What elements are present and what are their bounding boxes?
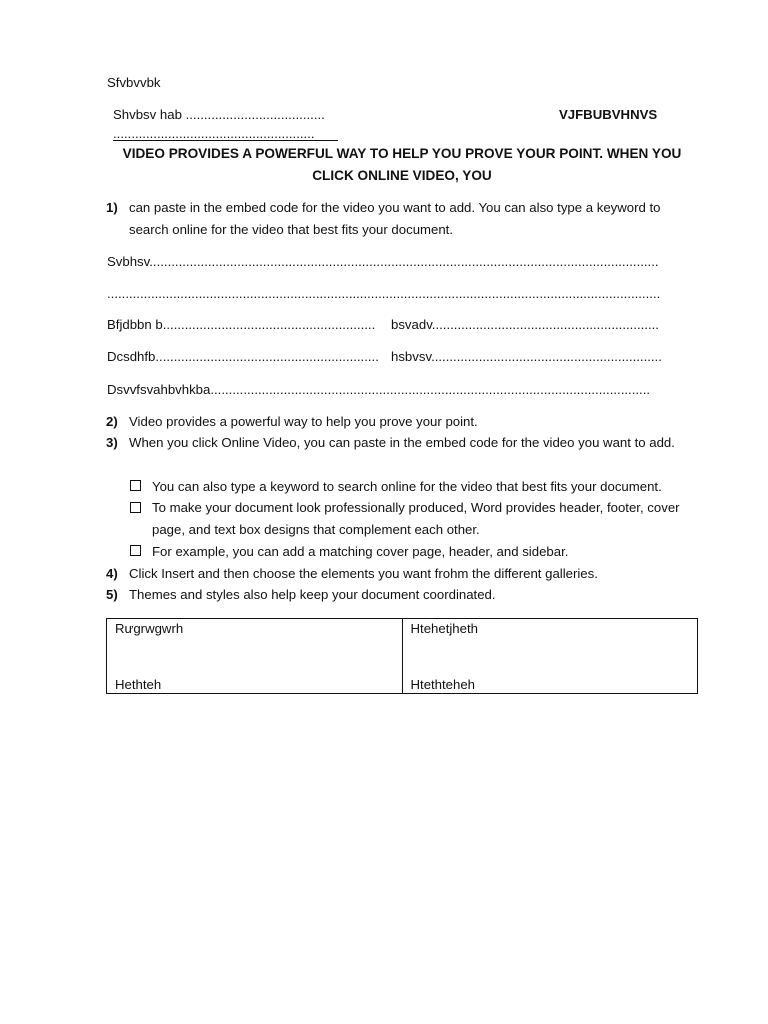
item-text: Click Insert and then choose the elements you want frohm the different galleries.: [129, 566, 598, 581]
checkbox-icon: [130, 545, 141, 556]
item-number: 4): [106, 566, 118, 581]
cell-bottom-text: Hethteh: [115, 677, 162, 692]
table-cell: [402, 619, 698, 694]
field-line: Dsvvfsvahbvhkba........................................................................................................................: [107, 382, 651, 397]
field-line-left: Dcsdhfb.............................................................: [107, 349, 379, 364]
item-number: 3): [106, 435, 118, 450]
field-line: Svbhsv...........................................................................................................................................: [107, 254, 659, 269]
field-line: .......................................................................................................................................................: [107, 286, 661, 301]
item-number: 5): [106, 587, 118, 602]
item-text: Video provides a powerful way to help you prove your point.: [129, 414, 478, 429]
table-cell: [107, 619, 403, 694]
item-number: 2): [106, 414, 118, 429]
student-name: Sfvbvvbk: [107, 75, 161, 90]
document-code: VJFBUBVHNVS: [559, 107, 658, 122]
field-line-right: bsvadv..............................................................: [391, 317, 659, 332]
bullet-text: To make your document look professionally produced, Word provides header, footer, cover page, and text box designs that complement each other.: [152, 500, 680, 537]
cell-bottom-text: Htethteheh: [410, 677, 476, 692]
cell-top-text: Rưgrwgwrh: [115, 621, 184, 636]
bullet-text: For example, you can add a matching cover page, header, and sidebar.: [152, 544, 569, 559]
field-line-right: hsbvsv...............................................................: [391, 349, 662, 364]
checkbox-icon: [130, 502, 141, 513]
item-number: 1): [106, 200, 118, 215]
school-line: Shvbsv hab ......................................: [113, 107, 325, 122]
cell-top-text: Htehetjheth: [410, 621, 478, 636]
document-title: VIDEO PROVIDES A POWERFUL WAY TO HELP YOU PROVE YOUR POINT. WHEN YOU CLICK ONLINE VIDEO, YOU: [122, 146, 682, 183]
bullet-text: You can also type a keyword to search online for the video that best fits your document.: [152, 479, 662, 494]
item-text: Themes and styles also help keep your document coordinated.: [129, 587, 496, 602]
checkbox-icon: [130, 480, 141, 491]
second-line: .......................................................: [113, 126, 315, 141]
info-table: [106, 618, 698, 694]
header-underline: [113, 140, 338, 141]
item-text: can paste in the embed code for the video you want to add. You can also type a keyword to search online for the video that best fits your document.: [129, 200, 661, 237]
field-line-left: Bfjdbbn b..........................................................: [107, 317, 376, 332]
item-text: When you click Online Video, you can paste in the embed code for the video you want to add.: [129, 435, 675, 450]
